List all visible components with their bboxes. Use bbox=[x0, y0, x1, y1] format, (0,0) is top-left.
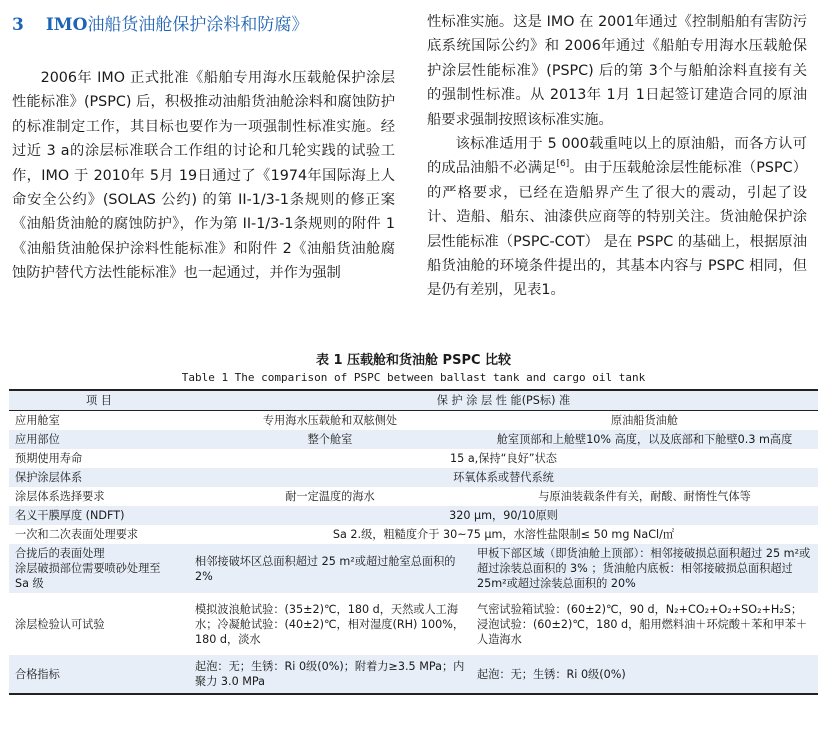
ballast-cell: 模拟波浪舱试验：(35±2)℃，180 d，天然或人工海水；冷凝舱试验：(40±2)℃，相对湿度(RH) 100%，180 d，淡水 bbox=[195, 602, 465, 646]
cargo-cell: 气密试验箱试验：(60±2)℃，90 d，N₂+CO₂+O₂+SO₂+H₂S；浸泡试验：(60±2)℃，180 d，船用燃料油＋环烷酸＋苯和甲苯＋人造海水 bbox=[477, 602, 808, 646]
table-row bbox=[9, 525, 818, 544]
row-label: 合拢后的表面处理 涂层破损部位需要喷砂处理至 Sa 级 bbox=[9, 544, 189, 593]
body-paragraph bbox=[427, 132, 807, 303]
right-column bbox=[427, 10, 807, 303]
row-label: 应用部位 bbox=[9, 430, 189, 449]
table-row bbox=[9, 487, 818, 506]
table-row bbox=[9, 430, 818, 449]
row-label: 合格指标 bbox=[9, 655, 189, 694]
table-caption: 表 1 压载舱和货油舱 PSPC 比较 bbox=[315, 353, 512, 368]
merged-cell: 320 μm，90/10原则 bbox=[189, 506, 818, 525]
header-item: 项 目 bbox=[9, 390, 189, 411]
row-label: 应用舱室 bbox=[15, 414, 60, 427]
ballast-cell: 整个舱室 bbox=[189, 430, 471, 449]
left-column bbox=[12, 66, 395, 286]
merged-cell: Sa 2.级，粗糙度介于 30~75 μm，水溶性盐限制≤ 50 mg NaCl/㎡ bbox=[332, 528, 675, 541]
body-text: 。由于压载舱涂层性能标准（PSPC）的严格要求，已经在造船界产生了很大的震动，引起了设计、造船、船东、油漆供应商等的特别关注。货油舱保护涂层性能标准（PSPC-COT） 是在 PSPC 的基础上，根据原油船货油舱的环境条件提出的，其基本内容与 PSPC 相同，但是仍有差别，见表1。 bbox=[427, 160, 807, 299]
row-label: 涂层体系选择要求 bbox=[15, 490, 105, 503]
table-row bbox=[9, 411, 818, 431]
cargo-cell: 甲板下部区域（即货油舱上顶部）：相邻接破损总面积超过 25 m²或超过涂装总面积的 3% ；货油舱内底板：相邻接破损总面积超过 25m²或超过涂装总面积的 20% bbox=[471, 544, 818, 593]
cargo-cell: 舱室顶部和上舱壁10% 高度，以及底部和下舱壁0.3 m高度 bbox=[471, 430, 818, 449]
row-label: 保护涂层体系 bbox=[9, 468, 189, 487]
table-row bbox=[9, 468, 818, 487]
body-text: 该标准适用于 5 000载重吨以上的原油船，而各方认可的成品油船不必满足 bbox=[427, 136, 807, 177]
table-row bbox=[9, 449, 818, 468]
cargo-cell: 起泡：无；生锈：Ri 0级(0%) bbox=[471, 655, 818, 694]
row-label: 一次和二次表面处理要求 bbox=[15, 528, 139, 541]
cargo-cell: 原油船货油舱 bbox=[610, 414, 679, 427]
table-header-row bbox=[9, 390, 818, 411]
table-row bbox=[9, 655, 818, 694]
section-title-imo: IMO bbox=[45, 15, 88, 35]
comparison-table bbox=[9, 389, 818, 695]
row-label: 涂层检验认可试验 bbox=[15, 617, 105, 631]
body-paragraph: 2006年 IMO 正式批准《船舶专用海水压载舱保护涂层性能标准》(PSPC) 后，积极推动油船货油舱涂料和腐蚀防护的标准制定工作，其目标也要作为一项强制性标准实施。经过近 3 a的涂层标准联合工作组的讨论和几轮实践的试验工作，IMO 于 2010年 5月 19日通过了《1974年国际海上人命安全公约》(SOLAS 公约) 的第 II-1/3-1条规则的修正案《油船货油舱的腐蚀防护》，作为第 II-1/3-1条规则的附件 1《油船货油舱保护涂料性能标准》和附件 2《油船货油舱腐蚀防护替代方法性能标准》也一起通过，并作为强制 bbox=[12, 70, 395, 282]
table-caption-english: Table 1 The comparison of PSPC between ballast tank and cargo oil tank bbox=[181, 371, 646, 384]
section-heading bbox=[12, 10, 308, 35]
table-row bbox=[9, 593, 818, 655]
table-row bbox=[9, 544, 818, 593]
ballast-cell: 起泡：无；生锈：Ri 0级(0%)；附着力≥3.5 MPa；内聚力 3.0 MPa bbox=[189, 655, 471, 694]
header-standard: 保 护 涂 层 性 能(PS标) 准 bbox=[189, 390, 818, 411]
body-paragraph: 性标准实施。这是 IMO 在 2001年通过《控制船舶有害防污底系统国际公约》和 2006年通过《船舶专用海水压载舱保护涂层性能标准》(PSPC) 后的第 3个与船舶涂料直接有关的强制性标准。从 2013年 1月 1日起签订建造合同的原油船要求强制按照该标准实施。 bbox=[427, 14, 807, 128]
section-number: 3 bbox=[12, 15, 24, 35]
table-row bbox=[9, 506, 818, 525]
ballast-cell: 相邻接破坏区总面积超过 25 m²或超过舱室总面积的 2% bbox=[189, 544, 471, 593]
merged-cell: 环氧体系或替代系统 bbox=[189, 468, 818, 487]
ballast-cell: 耐一定温度的海水 bbox=[285, 490, 375, 503]
row-label: 名义干膜厚度 (NDFT) bbox=[9, 506, 189, 525]
section-title: 油船货油舱保护涂料和防腐》 bbox=[87, 15, 309, 35]
cargo-cell: 与原油装载条件有关，耐酸、耐惰性气体等 bbox=[538, 490, 751, 503]
ballast-cell: 专用海水压载舱和双舷侧处 bbox=[262, 414, 398, 427]
row-label: 预期使用寿命 bbox=[15, 452, 83, 465]
citation: [6] bbox=[556, 159, 570, 170]
merged-cell: 15 a,保持“良好”状态 bbox=[450, 452, 557, 465]
